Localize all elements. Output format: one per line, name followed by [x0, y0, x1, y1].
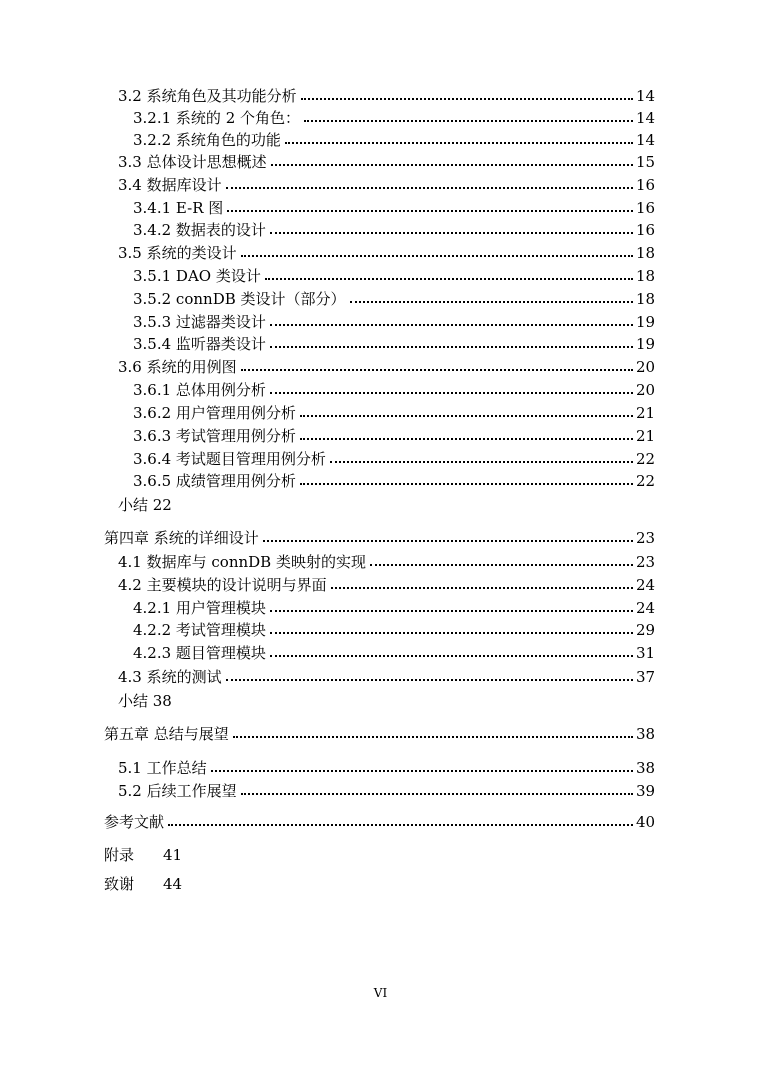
page-number-footer: VI [373, 986, 388, 1000]
toc-entry[interactable] [0, 690, 761, 712]
toc-entry[interactable] [0, 494, 761, 516]
toc-entry-page: 41 [163, 846, 183, 864]
toc-entry[interactable] [0, 219, 761, 241]
toc-entry-page: 20 [636, 381, 656, 399]
dot-leader [233, 736, 633, 738]
toc-entry[interactable] [0, 811, 761, 833]
toc-entry-title: 3.6.5 成绩管理用例分析 [133, 472, 296, 490]
toc-entry-title: 3.5 系统的类设计 [118, 244, 237, 262]
toc-entry-page: 40 [636, 813, 656, 831]
dot-leader [211, 770, 633, 772]
dot-leader [227, 210, 633, 212]
dot-leader [168, 824, 633, 826]
toc-entry-page: 18 [636, 290, 656, 308]
toc-entry[interactable] [0, 311, 761, 333]
toc-entry[interactable] [0, 642, 761, 664]
dot-leader [300, 415, 633, 417]
toc-entry[interactable] [0, 288, 761, 310]
toc-entry[interactable] [0, 780, 761, 802]
toc-entry[interactable] [0, 402, 761, 424]
dot-leader [330, 461, 633, 463]
toc-entry[interactable] [0, 666, 761, 688]
dot-leader [226, 679, 633, 681]
toc-entry-title: 3.6.1 总体用例分析 [133, 381, 266, 399]
toc-entry-title: 4.1 数据库与 connDB 类映射的实现 [118, 553, 366, 571]
dot-leader [331, 587, 633, 589]
toc-entry-title: 致谢 [104, 875, 135, 893]
toc-entry-page: 14 [636, 109, 656, 127]
toc-entry-title: 3.6 系统的用例图 [118, 358, 237, 376]
toc-entry[interactable] [0, 107, 761, 129]
toc-entry-title: 参考文献 [104, 813, 165, 831]
toc-entry[interactable] [0, 873, 761, 895]
toc-entry-page: 24 [636, 599, 656, 617]
toc-entry[interactable] [0, 448, 761, 470]
toc-entry-page: 24 [636, 576, 656, 594]
toc-entry[interactable] [0, 129, 761, 151]
dot-leader [263, 540, 633, 542]
toc-entry-title: 3.5.2 connDB 类设计（部分） [133, 290, 346, 308]
toc-entry-page: 37 [636, 668, 656, 686]
toc-entry-title: 4.2.3 题目管理模块 [133, 644, 266, 662]
toc-entry-title: 3.5.3 过滤器类设计 [133, 313, 266, 331]
dot-leader [300, 483, 633, 485]
toc-entry-page: 22 [636, 472, 656, 490]
toc-entry-page: 16 [636, 176, 656, 194]
toc-entry-page: 14 [636, 131, 656, 149]
toc-entry-page: 16 [636, 199, 656, 217]
toc-entry-title: 3.6.3 考试管理用例分析 [133, 427, 296, 445]
dot-leader [241, 255, 633, 257]
toc-entry-title: 3.6.2 用户管理用例分析 [133, 404, 296, 422]
toc-entry[interactable] [0, 197, 761, 219]
toc-entry[interactable] [0, 723, 761, 745]
toc-entry[interactable] [0, 527, 761, 549]
toc-entry-title: 小结 38 [118, 692, 172, 710]
toc-entry[interactable] [0, 619, 761, 641]
toc-entry-page: 38 [636, 759, 656, 777]
toc-entry-title: 第五章 总结与展望 [104, 725, 229, 743]
dot-leader [241, 369, 633, 371]
toc-entry-title: 5.2 后续工作展望 [118, 782, 237, 800]
toc-entry-page: 23 [636, 553, 656, 571]
toc-entry-page: 18 [636, 267, 656, 285]
toc-entry-page: 14 [636, 87, 656, 105]
dot-leader [270, 392, 633, 394]
toc-entry[interactable] [0, 333, 761, 355]
dot-leader [370, 564, 633, 566]
toc-entry[interactable] [0, 425, 761, 447]
toc-entry-title: 3.2.2 系统角色的功能 [133, 131, 281, 149]
toc-entry-page: 31 [636, 644, 656, 662]
toc-entry-page: 20 [636, 358, 656, 376]
toc-entry-page: 23 [636, 529, 656, 547]
toc-entry-page: 29 [636, 621, 656, 639]
toc-entry-title: 第四章 系统的详细设计 [104, 529, 259, 547]
dot-leader [265, 278, 633, 280]
dot-leader [271, 164, 633, 166]
dot-leader [285, 142, 633, 144]
toc-entry-title: 小结 22 [118, 496, 172, 514]
toc-entry-page: 19 [636, 335, 656, 353]
toc-entry-title: 4.2.2 考试管理模块 [133, 621, 266, 639]
toc-entry[interactable] [0, 597, 761, 619]
toc-entry-title: 3.5.1 DAO 类设计 [133, 267, 261, 285]
toc-entry-title: 4.2.1 用户管理模块 [133, 599, 266, 617]
dot-leader [301, 98, 633, 100]
dot-leader [270, 324, 633, 326]
toc-entry-title: 3.5.4 监听器类设计 [133, 335, 266, 353]
dot-leader [241, 793, 633, 795]
toc-entry-page: 39 [636, 782, 656, 800]
toc-entry[interactable] [0, 356, 761, 378]
toc-entry-page: 19 [636, 313, 656, 331]
dot-leader [270, 346, 633, 348]
dot-leader [300, 438, 633, 440]
toc-entry[interactable] [0, 551, 761, 573]
toc-entry-page: 18 [636, 244, 656, 262]
toc-entry-page: 15 [636, 153, 656, 171]
toc-entry-page: 38 [636, 725, 656, 743]
toc-entry-title: 3.4.1 E-R 图 [133, 199, 224, 217]
toc-entry-page: 21 [636, 427, 656, 445]
dot-leader [270, 632, 633, 634]
toc-entry[interactable] [0, 242, 761, 264]
toc-entry[interactable] [0, 151, 761, 173]
toc-entry[interactable] [0, 470, 761, 492]
toc-entry[interactable] [0, 85, 761, 107]
dot-leader [350, 301, 633, 303]
toc-entry-page: 22 [636, 450, 656, 468]
toc-entry-title: 3.3 总体设计思想概述 [118, 153, 267, 171]
toc-entry-title: 3.4.2 数据表的设计 [133, 221, 266, 239]
toc-entry[interactable] [0, 574, 761, 596]
toc-entry[interactable] [0, 757, 761, 779]
dot-leader [270, 610, 633, 612]
toc-entry[interactable] [0, 265, 761, 287]
toc-entry-title: 4.3 系统的测试 [118, 668, 222, 686]
dot-leader [270, 232, 633, 234]
toc-entry-title: 附录 [104, 846, 135, 864]
toc-entry[interactable] [0, 379, 761, 401]
toc-entry-title: 4.2 主要模块的设计说明与界面 [118, 576, 327, 594]
dot-leader [304, 120, 633, 122]
toc-entry-page: 21 [636, 404, 656, 422]
toc-entry-page: 44 [163, 875, 183, 893]
toc-entry-title: 5.1 工作总结 [118, 759, 207, 777]
toc-entry-title: 3.2 系统角色及其功能分析 [118, 87, 297, 105]
toc-entry-title: 3.2.1 系统的 2 个角色： [133, 109, 301, 127]
dot-leader [270, 655, 633, 657]
toc-entry[interactable] [0, 844, 761, 866]
toc-entry-page: 16 [636, 221, 656, 239]
dot-leader [226, 187, 633, 189]
toc-entry-title: 3.4 数据库设计 [118, 176, 222, 194]
toc-entry[interactable] [0, 174, 761, 196]
toc-entry-title: 3.6.4 考试题目管理用例分析 [133, 450, 326, 468]
